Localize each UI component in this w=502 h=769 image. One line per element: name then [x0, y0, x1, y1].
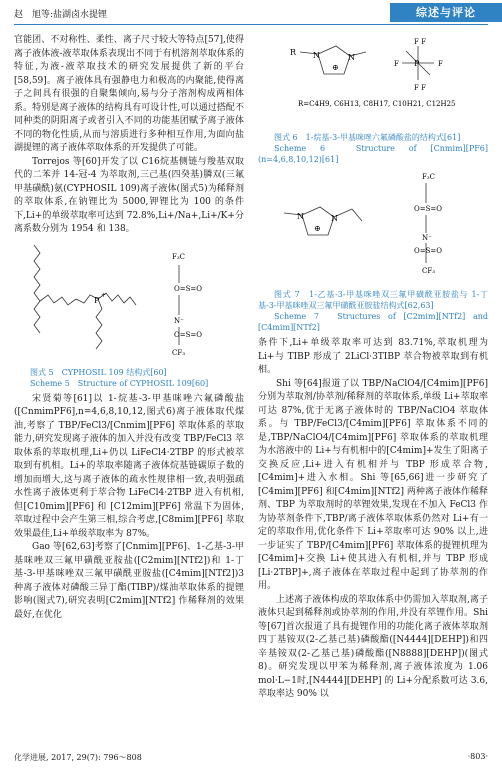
cf3-label: F₃C [172, 252, 186, 261]
n-atom: N [348, 53, 355, 62]
plus-charge: + [101, 291, 107, 299]
n-minus: N⁻ [174, 316, 184, 325]
f-atom: F F [414, 84, 426, 92]
left-column [14, 34, 244, 622]
f-atom: F [438, 60, 443, 68]
so2-label: O=S=O [414, 247, 443, 255]
r-group: R [290, 48, 297, 57]
section-badge: 综述与评论 [390, 3, 502, 22]
journal-citation: 化学进展, 2017, 29(7): 796～808 [14, 753, 142, 762]
page-header [0, 0, 502, 26]
ntf2-structure [258, 169, 488, 281]
paragraph: Shi 等[64]报道了以 TBP/NaClO4/[C4mim][PF6] 分别为萃取剂/协萃剂/稀释剂的萃取体系,单级 Li+萃取率可达 87%,优于无离子液体时的 TBP/NaClO4 萃取体系。与 TBP/FeCl3/[C4mim][PF6] 萃取体系不同的是,TBP/NaClO4/[C4mim][PF6] 萃取体系的萃取机理为水溶液中的 Li+与有机相中的[C4mim]+发生了阳离子交换反应,Li+进入有机相并与 TBP 形成萃合物,[C4mim]+进入水相。Shi 等[65,66]进一步研究了[C4mim][PF6] 和[C4mim][NTf2] 两种离子液体作稀释剂、TBP 为萃取剂时的萃锂效果,发现在不加入 FeCl3 作为协萃剂条件下,TBP/离子液体萃取体系仍然对 Li+有一定的萃取作用,优化条件下 Li+萃取率可达 90% 以上,进一步证实了 TBP/[C4mim][PF6] 萃取体系的提锂机理为[C4mim]+交换 Li+使其进入有机相,并与 TBP 形成[Li·2TBP]+,离子液体在萃取过程中起到了协萃剂的作用。 [258, 378, 488, 591]
n-atom: N [313, 51, 320, 60]
p-atom: P [414, 59, 420, 68]
plus-charge: ⊕ [314, 224, 321, 233]
so2-label: O=S=O [174, 284, 203, 293]
f-atom: F [394, 60, 399, 68]
scheme-5-caption-en: Scheme 5 Structure of CYPHOSIL 109[60] [30, 378, 209, 388]
paragraph: Torrejos 等[60]开发了以 C16烷基侧链与羧基双取代的二苯并 14-冠-4 为萃取剂,三己基(四癸基)膦双(三氟甲基磺酰)氨(CYPHOSIL 109)离子液体(图式5)为稀释剂的萃取体系,在钠锂比为 5000,钾锂比为 100 的条件下,Li+的单级萃取率可达到 72.8%,Li+/Na+,Li+/K+分离系数分别为 1954 和 138。 [14, 156, 244, 234]
paragraph: 条件下,Li+单级萃取率可达到 83.71%,萃取机理为 Li+与 TIBP 形成了 2LiCl·3TIBP 萃合物被萃取到有机相。 [258, 338, 488, 375]
n-atom: N [297, 212, 304, 221]
so2-label: O=S=O [414, 205, 443, 213]
scheme-7-figure [258, 169, 488, 289]
running-head: 赵 旭等:盐湖卤水提锂 [14, 10, 108, 20]
r-group-list: R=C4H9, C6H13, C8H17, C10H21, C12H25 [298, 100, 456, 108]
so2-label: O=S=O [174, 330, 203, 339]
scheme-6-caption-cn: 图式 6 1-烷基-3-甲基咪唑六氟磷酸盐的结构式[61] [274, 133, 461, 142]
right-column [258, 34, 488, 702]
paragraph: 宋贤菊等[61]以 1-烷基-3-甲基咪唑六氟磷酸盐([CnmimPF6],n=4,6,8,10,12,图式6)离子液体取代煤油,考察了 TBP/FeCl3/[Cnmim][PF6] 萃取体系的萃取能力,研究发现离子液体的加入并没有改变 TBP/FeCl3 萃取体系的萃取机理,Li+仍以 LiFeCl4·2TBP 的形式被萃取到有机相。Li+的萃取率随离子液体烷基链碳原子数的增加而增大,这与离子液体的疏水性规律相一致,表明强疏水性离子液体更利于萃合物 LiFeCl4·2TBP 进入有机相,但[C10mim][PF6] 和 [C12mim][PF6] 常温下为固体,萃取过程中会产生第三相,综合考虑,[C8mim][PF6] 萃取效果最佳,Li+单级萃取率为 87%。 [14, 393, 244, 539]
n-atom: N [331, 214, 338, 223]
n-minus: N⁻ [422, 234, 432, 242]
paragraph: 官能团、不对称性、柔性、离子尺寸较大等特点[57],使得离子液体液-液萃取体系表现出不同于有机溶剂萃取体系的特征,为液-液萃取技术的研究发展提供了新的平台[58,59]。离子液体具有强静电力和极高的内聚能,使得离子之间具有很强的自聚集倾向,易与分子溶剂构成两相体系。特别是离子液体的结构具有可设计性,可以通过搭配不同种类的阴阳离子或者引入不同的功能基团赋予离子液体不同的物化性质,从而与溶质进行多种相互作用,为面向盐湖提锂的离子液体萃取体系的开发提供了可能。 [14, 35, 244, 153]
header-rule [14, 24, 488, 25]
p-atom: P [94, 295, 100, 305]
cf3-label: CF₃ [172, 348, 186, 357]
scheme-6-caption-en: Scheme 6 Structure of [Cnmim][PF6] (n=4,6,8,10,12)[61] [258, 144, 488, 164]
scheme-7-caption-en: Scheme 7 Structures of [C2mim][NTf2] and [C4mim][NTf2] [258, 312, 488, 332]
page-footer [14, 752, 488, 763]
scheme-5-figure [14, 237, 244, 367]
cf3-label: CF₃ [422, 267, 436, 275]
scheme-7-caption-cn: 图式 7 1-乙基-3-甲基咪唑双三氟甲磺酰亚胺盐与 1-丁基-3-甲基咪唑双三氟甲磺酰亚胺盐结构式[62,63] [258, 290, 488, 310]
paragraph: 上述离子液体构成的萃取体系中仍需加入萃取剂,离子液体只起到稀释剂或协萃剂的作用,并没有萃锂作用。Shi 等[67]首次报道了具有提锂作用的功能化离子液体萃取剂四丁基铵双(2-乙基己基)磷酸酯([N4444][DEHP])和四辛基铵双(2-乙基己基)磷酸酯([N8888][DEHP])(图式8)。研究发现以甲苯为稀释剂,离子液体浓度为 1.06 mol·L−1时,[N4444][DEHP] 的 Li+分配系数可达 3.6,萃取率达 90% 以 [258, 594, 488, 699]
page-number: ·803· [467, 752, 488, 761]
scheme-6-figure [258, 34, 488, 132]
plus-charge: ⊕ [332, 63, 339, 72]
cyphosil-structure-diagram [14, 237, 244, 367]
scheme-5-caption-cn: 图式 5 CYPHOSIL 109 结构式[60] [30, 367, 167, 377]
paragraph: Gao 等[62,63]考察了[Cnmim][PF6]、1-乙基-3-甲基咪唑双三氟甲磺酰亚胺盐([C2mim][NTf2])和 1-丁基-3-甲基咪唑双三氟甲磺酰亚胺盐([C4mim][NTf2])3 种离子液体对磷酸三异丁酯(TIBP)/煤油萃取体系的提锂影响(图式7),研究表明[C2mim][NTf2] 作稀释剂的效果最好,在优化 [14, 542, 244, 620]
f-atom: F F [414, 38, 426, 46]
cf3-label: F₃C [422, 173, 436, 181]
cnmim-pf6-structure [258, 34, 488, 112]
